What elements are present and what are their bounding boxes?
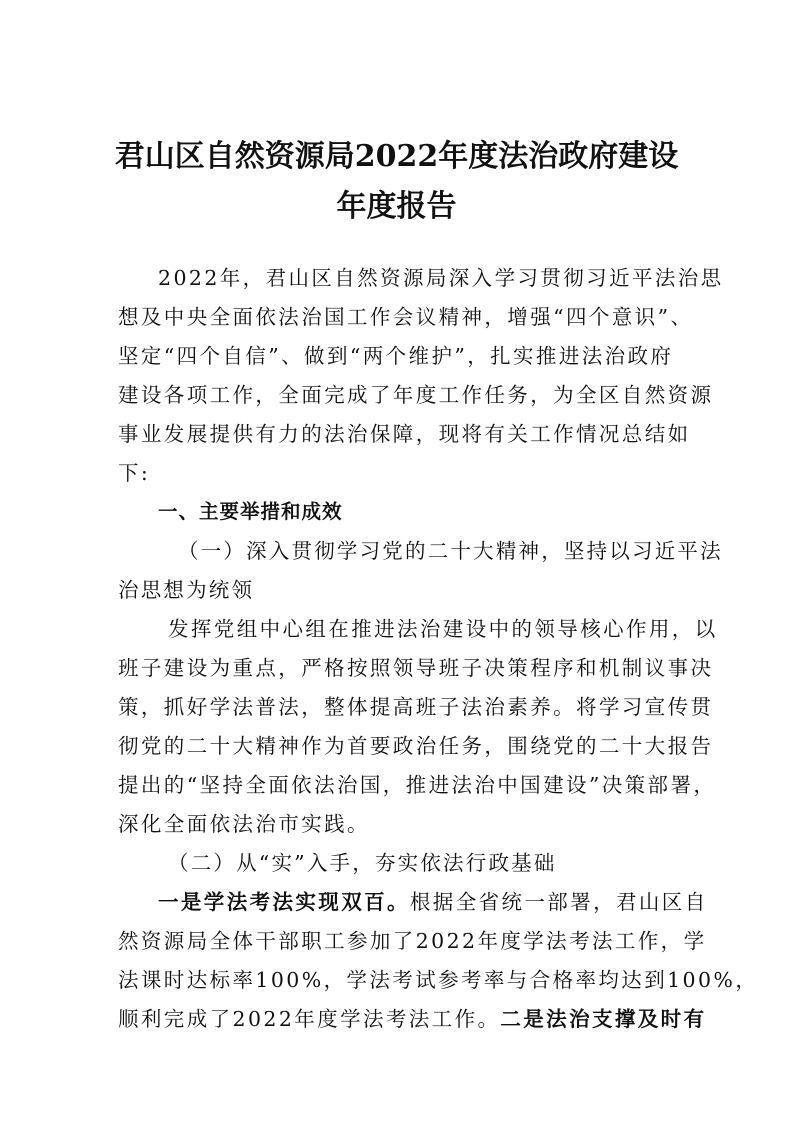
subsection-1-body-line-3: 策，抓好学法普法，整体提高班子法治素养。将学习宣传贯 xyxy=(118,695,714,719)
subsection-1-body-line-4: 彻党的二十大精神作为首要政治任务，围绕党的二十大报告 xyxy=(118,734,714,758)
subsection-heading-1-line-2: 治思想为统领 xyxy=(118,578,255,602)
document-title-line-1: 君山区自然资源局2022年度法治政府建设 xyxy=(114,139,679,174)
subsection-2-point-1-lead: 一是学法考法实现双百。 xyxy=(158,890,410,914)
subsection-1-body-line-2: 班子建设为重点，严格按照领导班子决策程序和机制议事决 xyxy=(118,656,714,680)
document-title-line-2: 年度报告 xyxy=(336,189,457,224)
subsection-2-point-1-tail: 顺利完成了2022年度学法考法工作。 xyxy=(118,1007,501,1031)
subsection-2-point-2-lead: 二是法治支撑及时有 xyxy=(500,1007,707,1031)
subsection-2-body-line-2: 然资源局全体干部职工参加了2022年度学法考法工作，学 xyxy=(118,929,707,953)
intro-line-6: 下: xyxy=(118,461,151,485)
subsection-heading-2: （二）从“实”入手，夯实依法行政基础 xyxy=(168,851,557,875)
subsection-2-body-line-4 xyxy=(118,1004,706,1034)
intro-line-2: 想及中央全面依法治国工作会议精神，增强“四个意识”、 xyxy=(118,305,694,329)
subsection-1-body-line-6: 深化全面依法治市实践。 xyxy=(118,812,370,836)
subsection-2-body-line-3: 法课时达标率100%，学法考试参考率与合格率均达到100%， xyxy=(118,968,759,992)
intro-line-4: 建设各项工作，全面完成了年度工作任务，为全区自然资源 xyxy=(118,383,714,407)
intro-line-5: 事业发展提供有力的法治保障，现将有关工作情况总结如 xyxy=(118,422,691,446)
subsection-heading-1-line-1: （一）深入贯彻学习党的二十大精神，坚持以习近平法 xyxy=(178,539,723,563)
subsection-1-body-line-5: 提出的“坚持全面依法治国，推进法治中国建设”决策部署， xyxy=(118,773,717,797)
subsection-2-body-line-1 xyxy=(158,887,708,917)
section-heading-1: 一、主要举措和成效 xyxy=(158,500,343,523)
subsection-2-point-1-text: 根据全省统一部署，君山区自 xyxy=(409,890,708,914)
intro-line-1: 2022年，君山区自然资源局深入学习贯彻习近平法治思 xyxy=(158,266,724,290)
subsection-1-body-line-1: 发挥党组中心组在推进法治建设中的领导核心作用，以 xyxy=(168,617,718,641)
intro-line-3: 坚定“四个自信”、做到“两个维护”，扎实推进法治政府 xyxy=(118,344,674,368)
